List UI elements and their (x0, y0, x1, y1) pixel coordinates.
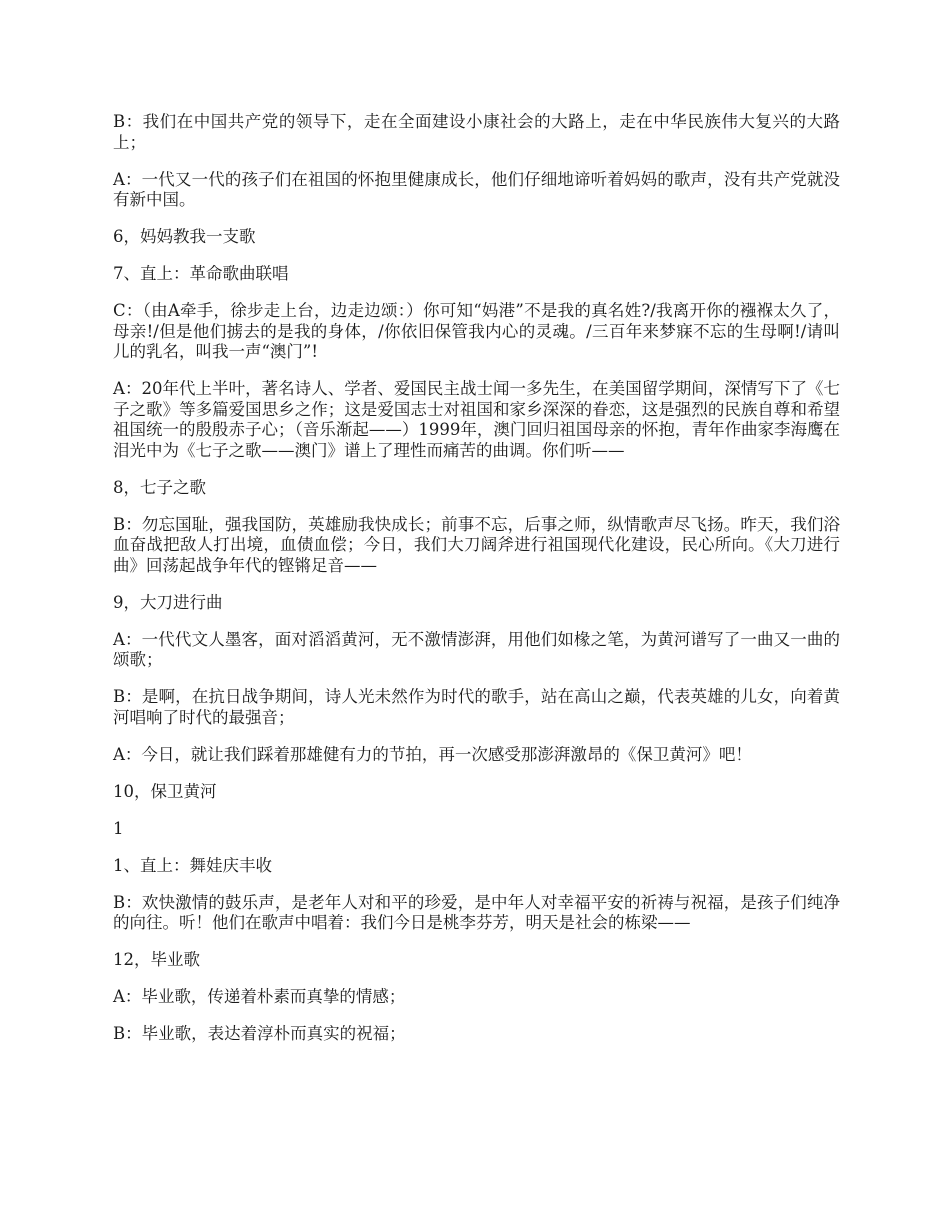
paragraph: 7、直上：革命歌曲联唱 (113, 264, 289, 283)
paragraph: B：勿忘国耻，强我国防，英雄励我快成长；前事不忘，后事之师，纵情歌声尽飞扬。昨天，我们浴血奋战把敌人打出境，血债血偿；今日，我们大刀阔斧进行祖国现代化建设，民心所向。《大刀进行曲》回荡起战争年代的铿锵足音—— (113, 514, 840, 575)
paragraph: C：（由A牵手，徐步走上台，边走边颂：）你可知“妈港”不是我的真名姓?/我离开你的襁褓太久了，母亲!/但是他们掳去的是我的身体，/你依旧保管我内心的灵魂。/三百年来梦寐不忘的生母啊!/请叫儿的乳名，叫我一声“澳门”! (113, 301, 840, 361)
paragraph: A：毕业歌，传递着朴素而真挚的情感； (113, 987, 406, 1006)
document-body (113, 112, 840, 1061)
paragraph: 1 (113, 818, 124, 838)
paragraph: B：毕业歌，表达着淳朴而真实的祝福； (113, 1024, 406, 1043)
paragraph: 6，妈妈教我一支歌 (113, 227, 256, 246)
paragraph: 9，大刀进行曲 (113, 592, 223, 612)
paragraph: B：我们在中国共产党的领导下，走在全面建设小康社会的大路上，走在中华民族伟大复兴的大路上； (113, 112, 840, 152)
paragraph: 12，毕业歌 (113, 950, 200, 969)
paragraph: A：一代代文人墨客，面对滔滔黄河，无不激情澎湃，用他们如椽之笔，为黄河谱写了一曲又一曲的颂歌； (113, 629, 840, 669)
paragraph: 1、直上：舞娃庆丰收 (113, 855, 272, 875)
paragraph: B：是啊，在抗日战争期间，诗人光未然作为时代的歌手，站在高山之巅，代表英雄的儿女，向着黄河唱响了时代的最强音； (113, 687, 840, 727)
paragraph: B：欢快激情的鼓乐声，是老年人对和平的珍爱，是中年人对幸福平安的祈祷与祝福，是孩子们纯净的向往。听！他们在歌声中唱着：我们今日是桃李芬芳，明天是社会的栋梁—— (113, 892, 840, 932)
paragraph: 8，七子之歌 (113, 477, 206, 497)
paragraph: 10，保卫黄河 (113, 781, 217, 801)
paragraph: A：20年代上半叶，著名诗人、学者、爱国民主战士闻一多先生，在美国留学期间，深情写下了《七子之歌》等多篇爱国思乡之作；这是爱国志士对祖国和家乡深深的眷恋，这是强烈的民族自尊和希望祖国统一的殷殷赤子心；（音乐渐起——）1999年，澳门回归祖国母亲的怀抱，青年作曲家李海鹰在泪光中为《七子之歌——澳门》谱上了理性而痛苦的曲调。你们听—— (113, 379, 840, 460)
paragraph: A：今日，就让我们踩着那雄健有力的节拍，再一次感受那澎湃激昂的《保卫黄河》吧！ (113, 744, 752, 764)
paragraph: A：一代又一代的孩子们在祖国的怀抱里健康成长，他们仔细地谛听着妈妈的歌声，没有共产党就没有新中国。 (113, 169, 840, 209)
